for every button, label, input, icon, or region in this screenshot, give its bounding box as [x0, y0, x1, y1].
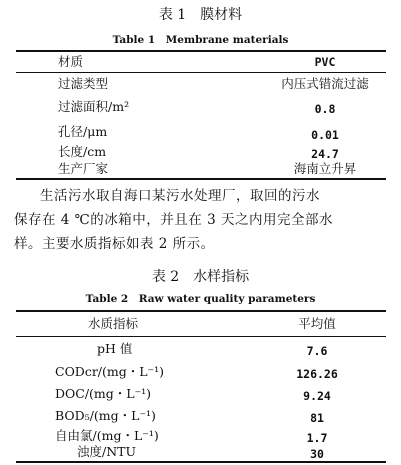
- table2-row-value: 30: [310, 447, 324, 461]
- table2-row-value: 81: [310, 411, 324, 425]
- table2-header-indicator: 水质指标: [88, 316, 139, 331]
- paragraph-line: 生活污水取自海口某污水处理厂，取回的污水: [40, 188, 320, 204]
- table1-bottom-rule: [16, 178, 386, 180]
- table2-row-label: CODcr/(mg・L⁻¹): [55, 364, 165, 379]
- table2-row-value: 1.7: [306, 431, 328, 445]
- table1-row-label: 过滤面积/m²: [58, 99, 130, 114]
- paragraph-line: 保存在 4 ℃的冰箱中，并且在 3 天之内用完全部水: [14, 212, 333, 228]
- table1-row-label: 长度/cm: [58, 144, 107, 159]
- table1-row-value: 海南立升昇: [293, 161, 357, 176]
- table1-caption-en: Table 1 Membrane materials: [112, 34, 289, 46]
- table2-header-average: 平均值: [298, 316, 336, 331]
- table1-header-material: 材质: [58, 54, 84, 69]
- table2-row-label: 浊度/NTU: [77, 444, 137, 459]
- table2-caption-en: Table 2 Raw water quality parameters: [85, 293, 316, 305]
- table1-row-label: 孔径/μm: [58, 124, 108, 139]
- table1-header-rule: [16, 72, 386, 73]
- table1-row-value: 0.01: [311, 128, 339, 142]
- table2-row-value: 7.6: [306, 344, 328, 358]
- table2-row-label: DOC/(mg・L⁻¹): [55, 386, 152, 401]
- table1-top-rule: [16, 50, 386, 52]
- table1-header-pvc: PVC: [314, 55, 336, 69]
- paragraph-line: 样。主要水质指标如表 2 所示。: [14, 236, 215, 252]
- body-paragraph: [14, 184, 389, 256]
- table1-row-value: 内压式错流过滤: [281, 76, 369, 91]
- table2-row-value: 9.24: [303, 389, 331, 403]
- table1-caption-cn: 表 1 膜材料: [158, 7, 243, 23]
- table2-row-value: 126.26: [296, 367, 338, 381]
- table2-row-label: pH 值: [97, 341, 133, 356]
- table1-row-label: 过滤类型: [58, 76, 109, 91]
- table2-top-rule: [16, 310, 386, 312]
- table2-row-label: BOD₅/(mg・L⁻¹): [55, 408, 156, 423]
- table2-caption-cn: 表 2 水样指标: [151, 269, 250, 285]
- table2-bottom-rule: [16, 461, 386, 463]
- table1-row-label: 生产厂家: [58, 161, 109, 176]
- table2-row-label: 自由氯/(mg・L⁻¹): [55, 428, 159, 443]
- table2-header-rule: [16, 336, 386, 337]
- table1-row-value: 24.7: [311, 147, 339, 161]
- table1-row-value: 0.8: [314, 102, 336, 116]
